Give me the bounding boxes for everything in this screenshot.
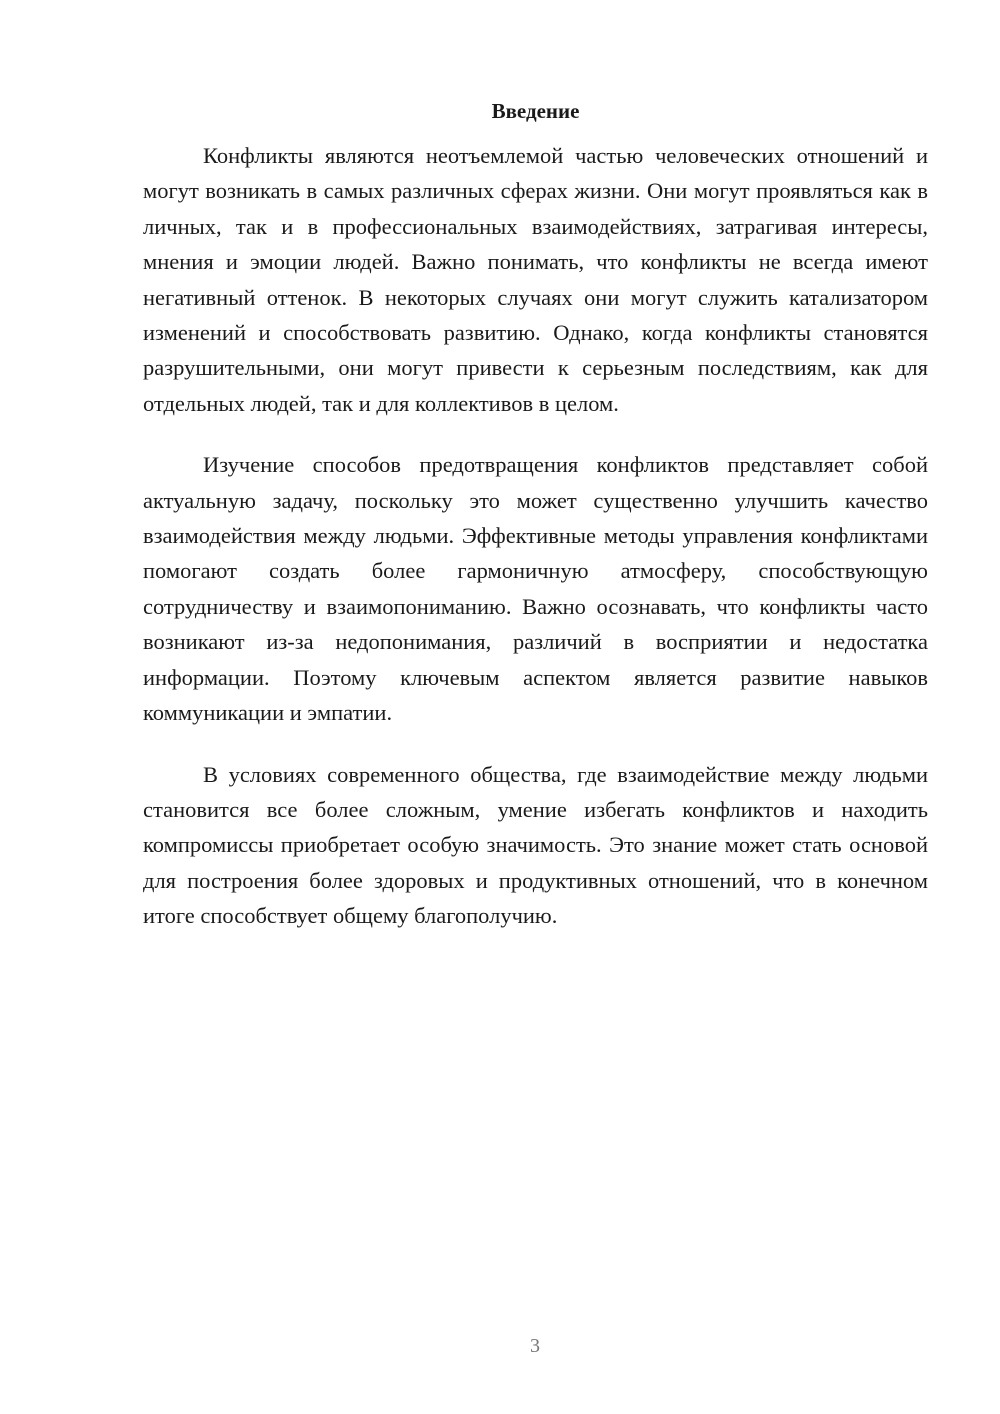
document-body bbox=[143, 96, 928, 960]
page-number: 3 bbox=[530, 1335, 540, 1357]
paragraph-2: Изучение способов предотвращения конфликтов представляет собой актуальную задачу, поскольку это может существенно улучшить качество взаимодействия между людьми. Эффективные методы управления конфликтами помогают создать более гармоничную атмосферу, способствующую сотрудничеству и взаимопониманию. Важно осознавать, что конфликты часто возникают из-за недопонимания, различий в восприятии и недостатка информации. Поэтому ключевым аспектом является развитие навыков коммуникации и эмпатии. bbox=[143, 452, 928, 726]
paragraph-1: Конфликты являются неотъемлемой частью человеческих отношений и могут возникать в самых различных сферах жизни. Они могут проявляться как в личных, так и в профессиональных взаимодействиях, затрагивая интересы, мнения и эмоции людей. Важно понимать, что конфликты не всегда имеют негативный оттенок. В некоторых случаях они могут служить катализатором изменений и способствовать развитию. Однако, когда конфликты становятся разрушительными, они могут привести к серьезным последствиям, как для отдельных людей, так и для коллективов в целом. bbox=[143, 143, 928, 416]
section-heading: Введение bbox=[491, 99, 580, 123]
paragraph-3: В условиях современного общества, где взаимодействие между людьми становится все более сложным, умение избегать конфликтов и находить компромиссы приобретает особую значимость. Это знание может стать основой для построения более здоровых и продуктивных отношений, что в конечном итоге способствует общему благополучию. bbox=[143, 761, 928, 929]
